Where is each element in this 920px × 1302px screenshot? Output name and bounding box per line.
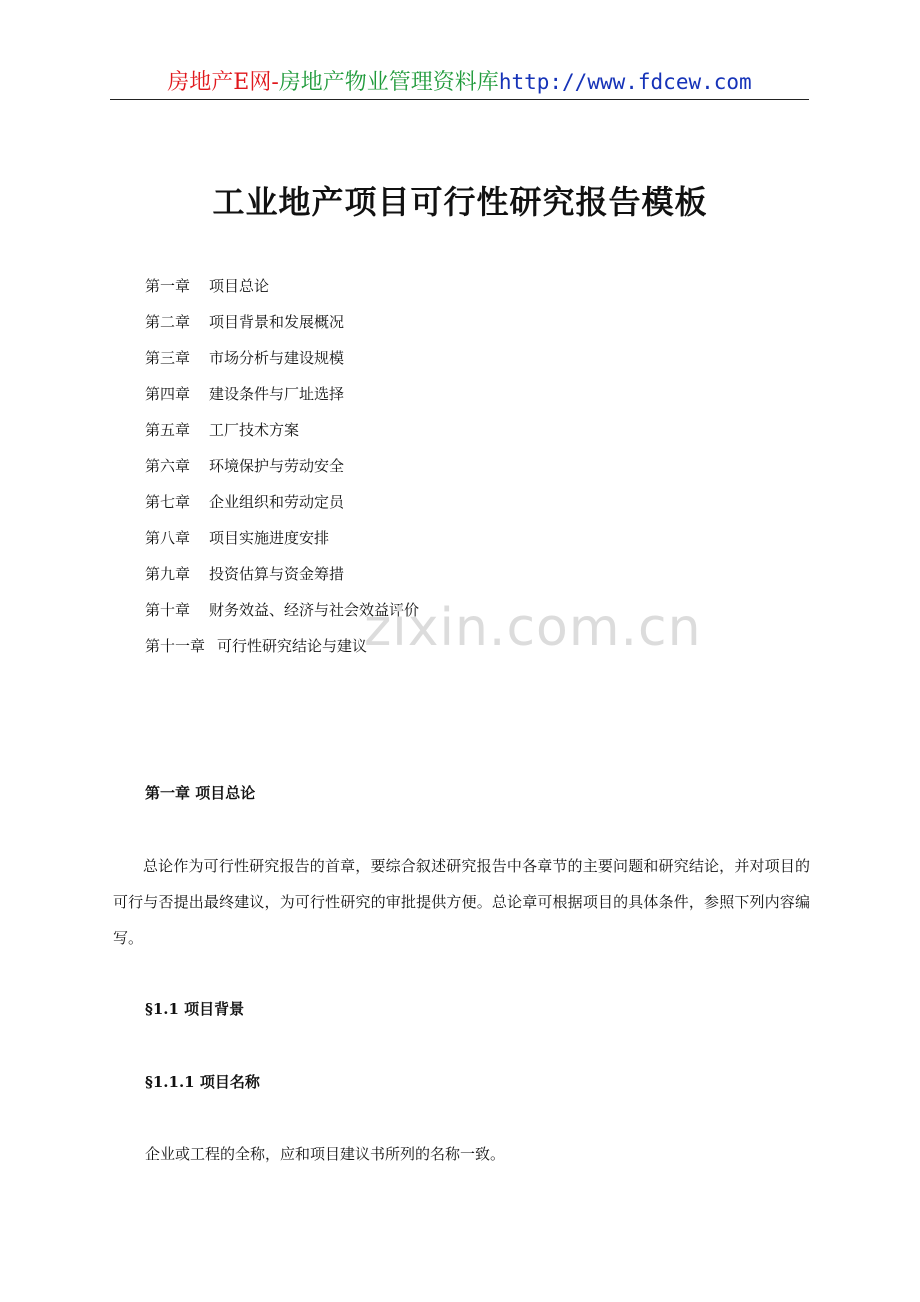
toc-item: [145, 524, 419, 560]
toc-chapter-title: 建设条件与厂址选择: [209, 385, 345, 403]
chapter-heading: 第一章 项目总论: [145, 784, 256, 802]
toc-chapter-number: 第三章: [145, 349, 191, 367]
toc-item: [145, 560, 419, 596]
toc-chapter-number: 第八章: [145, 529, 191, 547]
toc-chapter-number: 第五章: [145, 421, 191, 439]
toc-chapter-title: 项目背景和发展概况: [209, 313, 345, 331]
toc-chapter-title: 可行性研究结论与建议: [217, 637, 368, 655]
toc-item: [145, 452, 419, 488]
toc-chapter-title: 市场分析与建设规模: [209, 349, 345, 367]
toc-chapter-number: 第七章: [145, 493, 191, 511]
toc-item: [145, 272, 419, 308]
toc-item: [145, 416, 419, 452]
watermark: zixin.com.cn: [364, 598, 702, 658]
toc-item: [145, 308, 419, 344]
toc-chapter-title: 企业组织和劳动定员: [209, 493, 345, 511]
toc-chapter-number: 第十一章: [145, 637, 206, 655]
toc-item: [145, 344, 419, 380]
toc-chapter-title: 项目实施进度安排: [209, 529, 330, 547]
toc-chapter-title: 财务效益、经济与社会效益评价: [209, 601, 420, 619]
toc-chapter-title: 投资估算与资金筹措: [209, 565, 345, 583]
page-header: [110, 66, 809, 100]
toc-item: [145, 380, 419, 416]
site-url-link[interactable]: http://www.fdcew.com: [498, 70, 752, 94]
toc-chapter-number: 第二章: [145, 313, 191, 331]
toc-chapter-title: 工厂技术方案: [209, 421, 300, 439]
toc-chapter-number: 第一章: [145, 277, 191, 295]
toc-chapter-number: 第十章: [145, 601, 191, 619]
section-heading: §1.1 项目背景: [145, 1000, 245, 1018]
subsection-heading: §1.1.1 项目名称: [145, 1073, 260, 1091]
toc-chapter-title: 项目总论: [209, 277, 270, 295]
toc-chapter-number: 第四章: [145, 385, 191, 403]
project-name-description: 企业或工程的全称，应和项目建议书所列的名称一致。: [145, 1145, 506, 1163]
site-subtitle: 房地产物业管理资料库: [278, 70, 499, 95]
toc-chapter-number: 第九章: [145, 565, 191, 583]
toc-chapter-title: 环境保护与劳动安全: [209, 457, 345, 475]
document-title: 工业地产项目可行性研究报告模板: [212, 183, 708, 221]
site-name: 房地产E网-: [167, 70, 279, 95]
toc-chapter-number: 第六章: [145, 457, 191, 475]
toc-item: [145, 488, 419, 524]
chapter-intro-paragraph: 总论作为可行性研究报告的首章，要综合叙述研究报告中各章节的主要问题和研究结论，并对项目的可行与否提出最终建议，为可行性研究的审批提供方便。总论章可根据项目的具体条件，参照下列内容编写。: [113, 857, 810, 947]
